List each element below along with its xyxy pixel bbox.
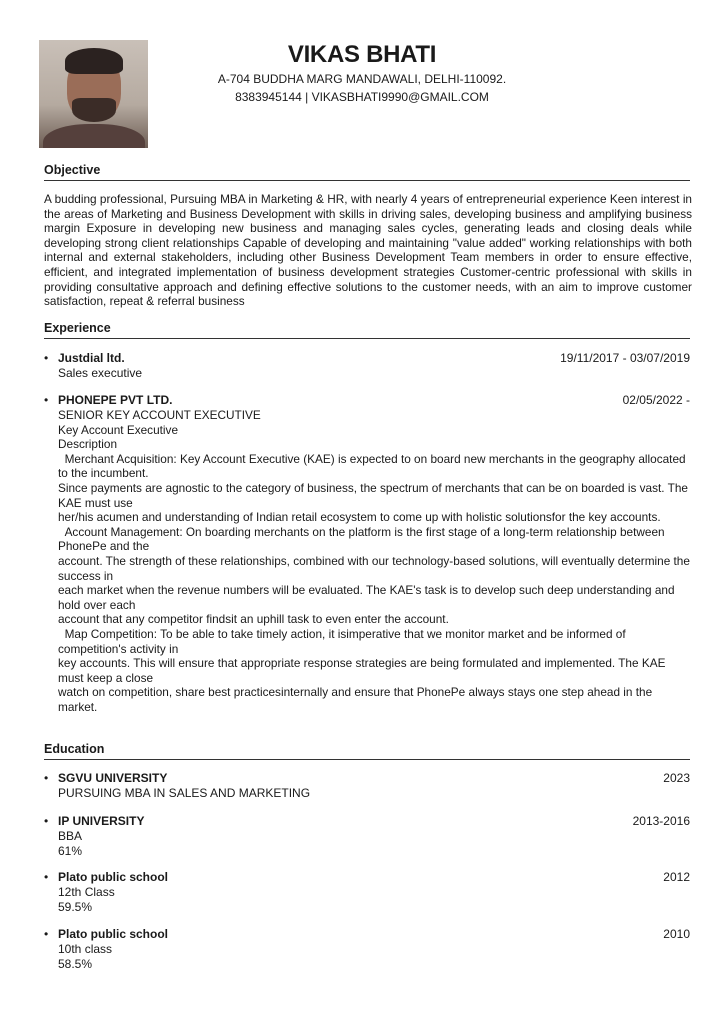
experience-line: Merchant Acquisition: Key Account Executive (KAE) is expected to on board new merchants in the geography allocated to the incumbent. (58, 451, 689, 481)
photo-shoulders (43, 124, 145, 148)
experience-org: Justdial ltd. (58, 351, 125, 365)
education-org: SGVU UNIVERSITY (58, 771, 168, 785)
section-title-experience: Experience (44, 320, 690, 339)
bullet: • (44, 771, 49, 785)
education-org: IP UNIVERSITY (58, 814, 145, 828)
education-line: PURSUING MBA IN SALES AND MARKETING (58, 786, 311, 800)
bullet: • (44, 870, 49, 884)
experience-line: her/his acumen and understanding of Indian retail ecosystem to come up with holistic solutionsfor the key accounts. (58, 510, 661, 525)
experience-line: Sales executive (58, 366, 143, 380)
education-date: 2023 (663, 771, 690, 785)
candidate-contact: 8383945144 | VIKASBHATI9990@GMAIL.COM (235, 90, 489, 104)
education-line: 59.5% (58, 900, 93, 914)
experience-line: Since payments are agnostic to the category of business, the spectrum of merchants that can be on boarded is vast. The KAE must use (58, 480, 692, 510)
bullet: • (44, 351, 49, 365)
objective-text: A budding professional, Pursuing MBA in Marketing & HR, with nearly 4 years of entrepreneurial experience Keen interest in the areas of Marketing and Business Development with skills in driving sales, developing business and amplifying business margin Exposure in developing new business and managing sales cycles, generating leads and closing deals while developing strong client relationships Capable of developing and maintaining "value added" working relationships with both internal and external stakeholders, including other Business Development Team members in order to ensure effective, efficient, and integrated implementation of business development strategies Customer-centric professional with skills in providing consultative approach and defining effective solutions to the customer needs, with an aim to improve customer satisfaction, repeat & referral business (44, 192, 692, 309)
experience-line: key accounts. This will ensure that appropriate response strategies are being formulated and implemented. The KAE must keep a close (58, 656, 669, 685)
bullet: • (44, 814, 49, 828)
candidate-name: VIKAS BHATI (287, 41, 437, 68)
experience-line: each market when the revenue numbers will be evaluated. The KAE's task is to develop such deep understanding and hold over each (58, 583, 678, 612)
education-org: Plato public school (58, 927, 169, 941)
profile-photo (39, 40, 148, 148)
education-line: BBA (58, 829, 83, 843)
photo-hair (65, 48, 123, 74)
experience-line: account that any competitor findsit an uphill task to even enter the account. (58, 612, 449, 627)
experience-line: Key Account Executive (58, 422, 179, 437)
experience-line: Map Competition: To be able to take timely action, it isimperative that we monitor market and be informed of competition's activity in (58, 626, 629, 656)
experience-date: 02/05/2022 - (622, 393, 690, 407)
education-line: 61% (58, 844, 83, 858)
experience-line: SENIOR KEY ACCOUNT EXECUTIVE (58, 408, 261, 422)
candidate-address: A-704 BUDDHA MARG MANDAWALI, DELHI-110092. (217, 72, 507, 86)
photo-beard (72, 98, 116, 122)
experience-date: 19/11/2017 - 03/07/2019 (560, 351, 690, 365)
section-title-objective: Objective (44, 162, 690, 181)
experience-line: Account Management: On boarding merchants on the platform is the first stage of a long-term relationship between PhonePe and the (58, 524, 668, 554)
section-title-education: Education (44, 741, 690, 760)
experience-line: Description (58, 437, 118, 452)
bullet: • (44, 393, 49, 407)
education-date: 2013-2016 (632, 814, 690, 828)
bullet: • (44, 927, 49, 941)
resume-header (160, 40, 564, 106)
education-line: 58.5% (58, 957, 93, 971)
education-line: 12th Class (58, 885, 115, 899)
education-date: 2010 (663, 927, 690, 941)
experience-org: PHONEPE PVT LTD. (58, 393, 173, 407)
education-date: 2012 (663, 870, 690, 884)
education-line: 10th class (58, 942, 113, 956)
experience-line: watch on competition, share best practicesinternally and ensure that PhonePe always stays one step ahead in the market. (58, 685, 656, 714)
education-org: Plato public school (58, 870, 169, 884)
experience-line: account. The strength of these relationships, combined with our technology-based solutions, will eventually determine the success in (58, 553, 694, 583)
